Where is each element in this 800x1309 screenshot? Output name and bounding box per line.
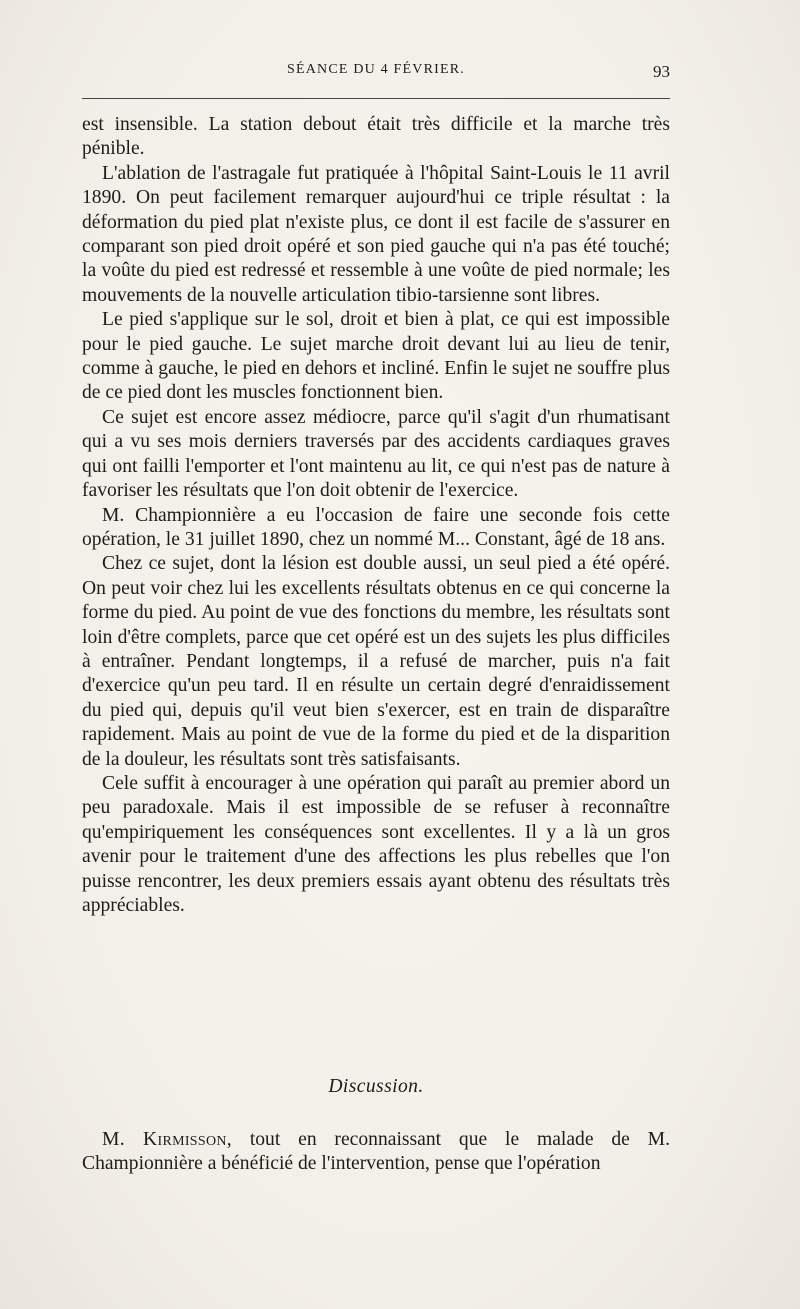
paragraph-1: est insensible. La station debout était très difficile et la marche très pénible. <box>82 114 670 160</box>
paragraph-6: Chez ce sujet, dont la lésion est double aussi, un seul pied a été opéré. On peut voir chez lui les excellents résultats obtenus en ce qui concerne la forme du pied. Au point de vue des fonctions du membre, les résultats sont loin d'être complets, parce que cet opéré est un des sujets les plus difficiles à entraîner. Pendant longtemps, il a refusé de marcher, puis n'a fait d'exercice qu'un peu tard. Il en résulte un certain degré d'enraidissement du pied qui, depuis qu'il veut bien s'exercer, est en train de disparaître rapidement. Mais au point de vue de la forme du pied et de la disparition de la douleur, les résultats sont très satisfaisants. <box>82 553 670 770</box>
discussion-paragraph <box>82 1128 670 1177</box>
speaker-name: M. Kirmisson, <box>102 1129 232 1150</box>
header-rule <box>82 98 670 99</box>
running-title: SÉANCE DU 4 FÉVRIER. <box>286 62 465 77</box>
paragraph-5: M. Championnière a eu l'occasion de faire une seconde fois cette opération, le 31 juillet 1890, chez un nommé M... Constant, âgé de 18 ans. <box>82 504 670 550</box>
page-number: 93 <box>653 62 670 81</box>
section-heading: Discussion. <box>328 1076 424 1097</box>
paragraph-4: Ce sujet est encore assez médiocre, parce qu'il s'agit d'un rhumatisant qui a vu ses mois derniers traversés par des accidents cardiaques graves qui ont failli l'emporter et l'ont maintenu au lit, ce qui n'est pas de nature à favoriser les résultats que l'on doit obtenir de l'exercice. <box>82 406 670 502</box>
discussion-body: tout en reconnaissant que le malade de M. Championnière a bénéficié de l'intervention, pense que l'opération <box>82 1129 670 1175</box>
paragraph-3: Le pied s'applique sur le sol, droit et bien à plat, ce qui est impossible pour le pied gauche. Le sujet marche droit devant lui au lieu de tenir, comme à gauche, le pied en dehors et incliné. Enfin le sujet ne souffre plus de ce pied dont les muscles fonctionnent bien. <box>82 309 670 404</box>
paragraph-2: L'ablation de l'astragale fut pratiquée à l'hôpital Saint-Louis le 11 avril 1890. On peut facilement remarquer aujourd'hui ce triple résultat : la déformation du pied plat n'existe plus, ce dont il est facile de s'assurer en comparant son pied droit opéré et son pied gauche qui n'a pas été touché; la voûte du pied est redressé et ressemble à une voûte de pied normale; les mouvements de la nouvelle articulation tibio-tarsienne sont libres. <box>82 162 670 306</box>
body-text <box>82 113 670 918</box>
paragraph-7: Cele suffit à encourager à une opération qui paraît au premier abord un peu paradoxale. Mais il est impossible de se refuser à reconnaître qu'empiriquement les conséquences sont excellentes. Il y a là un gros avenir pour le traitement d'une des affections les plus rebelles que l'on puisse rencontrer, les deux premiers essais ayant obtenu des résultats très appréciables. <box>82 772 670 916</box>
discussion-text <box>82 1128 670 1177</box>
page-header <box>82 62 670 90</box>
